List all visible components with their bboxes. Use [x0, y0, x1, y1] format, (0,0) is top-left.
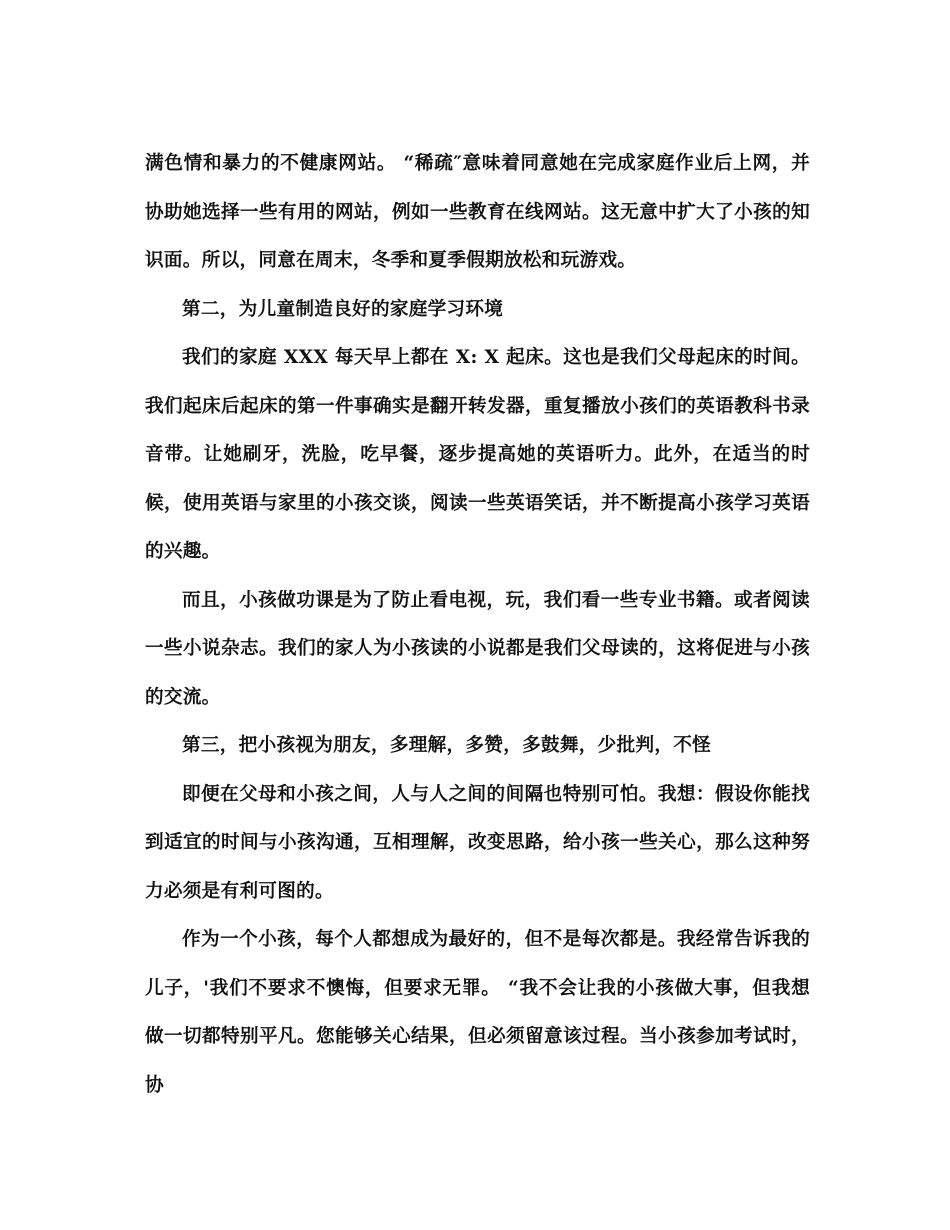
- paragraph-english-routine: 我们的家庭 XXX 每天早上都在 X: X 起床。这也是我们父母起床的时间。我们起床后起床的第一件事确实是翻开转发器，重复播放小孩们的英语教科书录音带。让她刷牙，洗脸，吃早餐，逐步提高她的英语听力。此外，在适当的时候，使用英语与家里的小孩交谈，阅读一些英语笑话，并不断提高小孩学习英语的兴趣。: [145, 347, 810, 562]
- paragraph-intro-continuation: 满色情和暴力的不健康网站。 “稀疏″意味着同意她在完成家庭作业后上网，并协助她选择一些有用的网站，例如一些教育在线网站。这无意中扩大了小孩的知识面。所以，同意在周末，冬季和夏季假期放松和玩游戏。: [145, 153, 810, 271]
- paragraph-communication: 即便在父母和小孩之间，人与人之间的间隔也特别可怕。我想：假设你能找到适宜的时间与小孩沟通，互相理解，改变思路，给小孩一些关心，那么这种努力必须是有利可图的。: [145, 783, 810, 902]
- document-body: [145, 140, 810, 1110]
- section-heading-third: 第三，把小孩视为朋友，多理解，多赞，多鼓舞，少批判，不怪: [182, 735, 712, 756]
- paragraph-reading-together: 而且，小孩做功课是为了防止看电视，玩，我们看一些专业书籍。或者阅读一些小说杂志。我们的家人为小孩读的小说都是我们父母读的，这将促进与小孩的交流。: [145, 589, 810, 708]
- paragraph-process-over-result: 作为一个小孩，每个人都想成为最好的，但不是每次都是。我经常告诉我的儿子，'我们不要求不懊悔，但要求无罪。 “我不会让我的小孩做大事，但我想做一切都特别平凡。您能够关心结果，但必须留意该过程。当小孩参加考试时，协: [145, 929, 810, 1096]
- section-heading-second: 第二，为儿童制造良好的家庭学习环境: [182, 298, 504, 320]
